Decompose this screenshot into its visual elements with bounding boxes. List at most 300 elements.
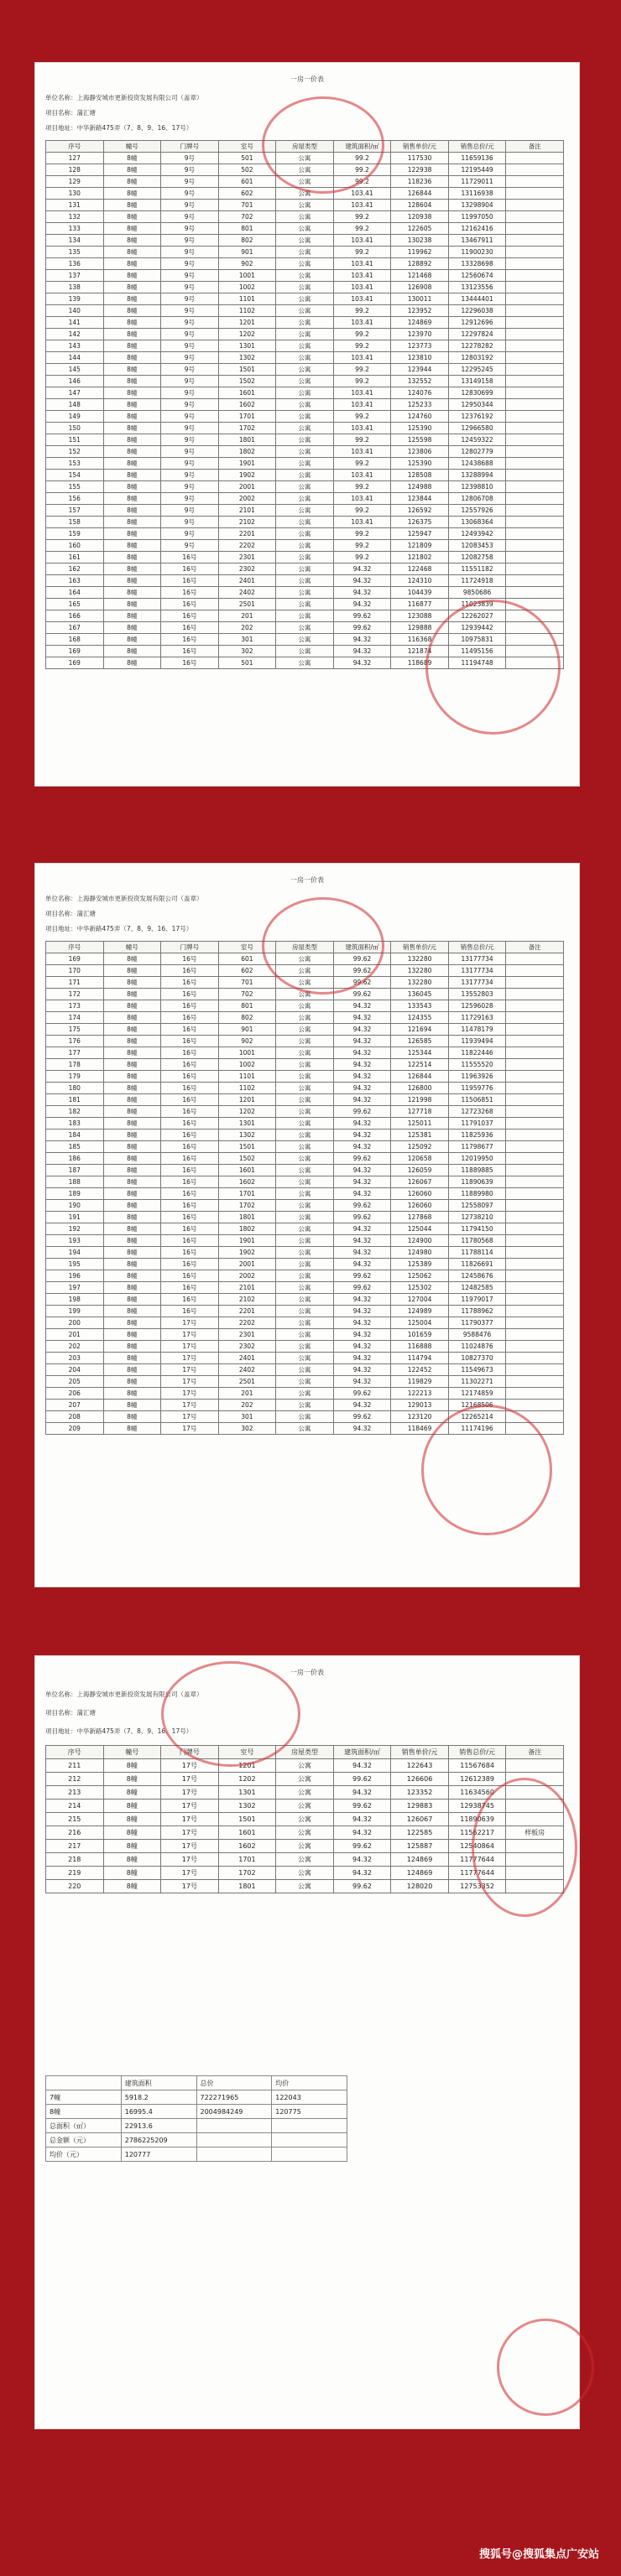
table-cell: 125092 (391, 1141, 449, 1153)
table-cell: 1302 (218, 1800, 276, 1813)
table-row (46, 1270, 564, 1282)
table-cell: 124076 (391, 387, 449, 399)
table-cell: 901 (218, 1024, 276, 1036)
table-cell: 8幢 (103, 1423, 161, 1435)
table-cell: 公寓 (276, 1106, 334, 1118)
table-cell: 8幢 (103, 634, 161, 646)
table-cell: 16号 (161, 587, 219, 599)
table-cell: 132 (46, 211, 104, 223)
table-cell: 137 (46, 270, 104, 282)
table-cell: 1001 (218, 1047, 276, 1059)
table-cell: 219 (46, 1867, 104, 1880)
table-cell: 17号 (161, 1376, 219, 1388)
table-cell: 公寓 (276, 1282, 334, 1294)
table-row (46, 399, 564, 411)
table-cell: 9号 (161, 293, 219, 305)
table-cell: 99.2 (333, 552, 391, 564)
table-cell: 12753352 (448, 1880, 506, 1893)
column-header: 室号 (218, 942, 276, 953)
table-cell: 公寓 (276, 634, 334, 646)
table-cell: 16号 (161, 1153, 219, 1165)
table-cell: 16号 (161, 1012, 219, 1024)
table-cell: 145 (46, 364, 104, 376)
table-cell: 11562217 (448, 1826, 506, 1840)
table-cell: 164 (46, 587, 104, 599)
table-cell: 公寓 (276, 1853, 334, 1867)
summary-cell: 16995.4 (121, 2105, 196, 2119)
table-cell: 12912696 (448, 317, 506, 329)
table-cell: 193 (46, 1235, 104, 1247)
table-cell: 12438688 (448, 458, 506, 470)
table-cell: 201 (218, 610, 276, 622)
table-cell: 公寓 (276, 1800, 334, 1813)
table-cell: 1502 (218, 1153, 276, 1165)
column-header: 建筑面积/㎡ (333, 942, 391, 953)
table-cell: 12174859 (448, 1388, 506, 1400)
summary-cell: 22913.6 (121, 2119, 196, 2133)
table-cell (506, 1247, 564, 1259)
table-cell: 2202 (218, 1317, 276, 1329)
table-cell: 11729011 (448, 176, 506, 188)
table-cell: 12806708 (448, 493, 506, 505)
table-cell: 16号 (161, 610, 219, 622)
table-cell: 12278282 (448, 340, 506, 352)
table-cell: 130 (46, 188, 104, 200)
table-cell (506, 1341, 564, 1353)
table-cell: 公寓 (276, 247, 334, 258)
table-cell: 11979017 (448, 1294, 506, 1306)
watermark: 搜狐号@搜狐集点广安站 (478, 2548, 599, 2561)
table-cell: 13328698 (448, 258, 506, 270)
table-cell (506, 1036, 564, 1047)
table-cell: 12540864 (448, 1840, 506, 1853)
table-cell (506, 977, 564, 989)
column-header: 销售单价/元 (391, 942, 449, 953)
table-cell: 175 (46, 1024, 104, 1036)
table-cell: 99.2 (333, 305, 391, 317)
table-cell: 9号 (161, 340, 219, 352)
table-row (46, 552, 564, 564)
table-cell: 99.62 (333, 1106, 391, 1118)
table-cell: 218 (46, 1853, 104, 1867)
table-cell: 样板房 (506, 1826, 564, 1840)
price-table (45, 941, 564, 1435)
table-cell: 8幢 (103, 564, 161, 575)
column-header: 销售单价/元 (391, 1746, 449, 1759)
table-cell: 94.32 (333, 1853, 391, 1867)
table-cell: 8幢 (103, 622, 161, 634)
summary-cell: 建筑面积 (121, 2076, 196, 2090)
table-cell: 9号 (161, 481, 219, 493)
table-cell: 8幢 (103, 481, 161, 493)
table-cell: 1201 (218, 1094, 276, 1106)
table-cell: 146 (46, 376, 104, 387)
table-cell: 16号 (161, 1024, 219, 1036)
table-cell: 136 (46, 258, 104, 270)
table-cell: 公寓 (276, 1024, 334, 1036)
table-cell: 155 (46, 481, 104, 493)
table-cell: 202 (218, 1400, 276, 1411)
table-cell (506, 517, 564, 528)
table-cell: 99.2 (333, 434, 391, 446)
table-cell: 公寓 (276, 258, 334, 270)
table-cell: 8幢 (103, 376, 161, 387)
table-cell: 8幢 (103, 1400, 161, 1411)
table-cell: 9号 (161, 305, 219, 317)
table-cell: 公寓 (276, 989, 334, 1000)
table-cell: 94.32 (333, 1094, 391, 1106)
table-cell: 9号 (161, 211, 219, 223)
table-row (46, 1036, 564, 1047)
table-cell: 11551182 (448, 564, 506, 575)
table-cell: 8幢 (103, 610, 161, 622)
table-cell (506, 493, 564, 505)
table-cell: 12296038 (448, 305, 506, 317)
table-cell: 153 (46, 458, 104, 470)
table-cell: 12265214 (448, 1411, 506, 1423)
table-cell: 94.32 (333, 1036, 391, 1047)
table-cell: 8幢 (103, 153, 161, 164)
table-cell: 公寓 (276, 293, 334, 305)
table-cell: 公寓 (276, 1867, 334, 1880)
table-cell: 9号 (161, 411, 219, 423)
table-cell: 公寓 (276, 164, 334, 176)
address-line: 项目地址：中华新路475弄（7、8、9、16、17号） (45, 925, 193, 932)
table-cell: 2302 (218, 1341, 276, 1353)
summary-cell (46, 2076, 122, 2090)
table-cell: 103.41 (333, 200, 391, 211)
table-cell: 12738210 (448, 1212, 506, 1223)
table-cell: 126908 (391, 282, 449, 293)
table-cell: 1202 (218, 1106, 276, 1118)
table-cell: 公寓 (276, 376, 334, 387)
table-cell: 9号 (161, 258, 219, 270)
table-cell: 10827370 (448, 1353, 506, 1364)
table-cell: 公寓 (276, 423, 334, 434)
table-cell: 9号 (161, 282, 219, 293)
table-cell: 207 (46, 1400, 104, 1411)
table-row (46, 1106, 564, 1118)
table-cell: 8幢 (103, 587, 161, 599)
table-cell (506, 552, 564, 564)
table-cell: 16号 (161, 634, 219, 646)
table-cell: 公寓 (276, 481, 334, 493)
table-cell: 125389 (391, 1259, 449, 1270)
table-cell: 123944 (391, 364, 449, 376)
table-cell: 16号 (161, 1000, 219, 1012)
table-cell: 114794 (391, 1353, 449, 1364)
table-cell: 94.32 (333, 1012, 391, 1024)
table-cell: 17号 (161, 1759, 219, 1773)
table-row (46, 200, 564, 211)
table-cell: 公寓 (276, 305, 334, 317)
table-cell: 8幢 (103, 470, 161, 481)
table-row (46, 1282, 564, 1294)
table-cell (506, 387, 564, 399)
table-cell: 124869 (391, 1853, 449, 1867)
official-seal (497, 2319, 594, 2416)
table-cell: 1002 (218, 1059, 276, 1071)
table-cell: 8幢 (103, 1826, 161, 1840)
official-seal (421, 1405, 552, 1535)
table-row (46, 293, 564, 305)
column-header: 幢号 (103, 942, 161, 953)
table-cell: 11790377 (448, 1317, 506, 1329)
table-cell (506, 1235, 564, 1247)
table-cell: 12493942 (448, 528, 506, 540)
table-row (46, 1259, 564, 1270)
table-cell: 8幢 (103, 399, 161, 411)
table-row (46, 1317, 564, 1329)
table-cell: 183 (46, 1118, 104, 1130)
table-cell: 125390 (391, 423, 449, 434)
table-cell: 公寓 (276, 1353, 334, 1364)
table-cell (506, 1364, 564, 1376)
table-cell: 171 (46, 977, 104, 989)
table-cell: 165 (46, 599, 104, 610)
table-cell: 13116938 (448, 188, 506, 200)
table-cell: 136045 (391, 989, 449, 1000)
table-cell: 99.2 (333, 164, 391, 176)
table-cell: 公寓 (276, 528, 334, 540)
table-cell: 公寓 (276, 1118, 334, 1130)
table-cell: 118689 (391, 657, 449, 669)
table-cell: 103.41 (333, 387, 391, 399)
table-cell (506, 258, 564, 270)
table-cell (506, 1376, 564, 1388)
table-cell: 公寓 (276, 1247, 334, 1259)
table-cell (506, 446, 564, 458)
table-cell: 9号 (161, 399, 219, 411)
table-cell: 公寓 (276, 1759, 334, 1773)
table-cell: 8幢 (103, 1188, 161, 1200)
table-cell: 8幢 (103, 599, 161, 610)
table-cell: 126060 (391, 1188, 449, 1200)
table-cell: 125947 (391, 528, 449, 540)
table-cell: 126059 (391, 1165, 449, 1176)
table-cell: 131 (46, 200, 104, 211)
table-cell: 11567684 (448, 1759, 506, 1773)
table-cell: 11959776 (448, 1083, 506, 1094)
table-cell: 9号 (161, 458, 219, 470)
table-cell: 168 (46, 634, 104, 646)
table-cell: 11729163 (448, 1012, 506, 1024)
table-cell: 94.32 (333, 587, 391, 599)
table-row (46, 1047, 564, 1059)
table-cell: 103.41 (333, 517, 391, 528)
table-cell: 94.32 (333, 1826, 391, 1840)
table-cell: 12830699 (448, 387, 506, 399)
table-cell: 公寓 (276, 1141, 334, 1153)
table-cell: 99.2 (333, 211, 391, 223)
table-cell: 8幢 (103, 1411, 161, 1423)
table-cell: 94.32 (333, 1317, 391, 1329)
table-cell (506, 423, 564, 434)
table-cell: 公寓 (276, 1329, 334, 1341)
table-cell: 公寓 (276, 575, 334, 587)
table-cell: 11777644 (448, 1867, 506, 1880)
table-cell: 99.2 (333, 340, 391, 352)
project-line: 项目名称：蒲汇塘 (45, 910, 96, 917)
table-cell: 122585 (391, 1826, 449, 1840)
table-cell: 94.32 (333, 634, 391, 646)
table-cell: 157 (46, 505, 104, 517)
table-cell: 124989 (391, 1306, 449, 1317)
table-cell (506, 176, 564, 188)
table-cell: 1601 (218, 1826, 276, 1840)
table-cell (506, 575, 564, 587)
table-row (46, 1353, 564, 1364)
table-cell: 1002 (218, 282, 276, 293)
column-header: 建筑面积/㎡ (333, 141, 391, 153)
table-cell: 1801 (218, 1212, 276, 1223)
table-cell: 8幢 (103, 1153, 161, 1165)
official-seal (425, 600, 561, 735)
table-cell: 13177734 (448, 977, 506, 989)
table-cell: 16号 (161, 1118, 219, 1130)
table-row (46, 1212, 564, 1223)
table-cell (506, 458, 564, 470)
table-cell: 9号 (161, 387, 219, 399)
table-cell: 118469 (391, 1423, 449, 1435)
table-cell: 94.32 (333, 1353, 391, 1364)
table-cell: 1802 (218, 1223, 276, 1235)
table-cell: 8幢 (103, 446, 161, 458)
table-cell (506, 1400, 564, 1411)
table-cell: 94.32 (333, 1364, 391, 1376)
table-cell (506, 1141, 564, 1153)
table-cell: 103.41 (333, 317, 391, 329)
table-cell: 8幢 (103, 646, 161, 657)
table-cell: 1602 (218, 399, 276, 411)
table-cell: 8幢 (103, 211, 161, 223)
table-row (46, 446, 564, 458)
table-cell: 186 (46, 1153, 104, 1165)
table-cell: 94.32 (333, 1329, 391, 1341)
table-cell: 122643 (391, 1759, 449, 1773)
table-cell: 127 (46, 153, 104, 164)
table-cell: 501 (218, 153, 276, 164)
column-header: 建筑面积/㎡ (333, 1746, 391, 1759)
table-cell: 公寓 (276, 1317, 334, 1329)
table-cell: 16号 (161, 1282, 219, 1294)
table-cell (506, 399, 564, 411)
table-cell: 1001 (218, 270, 276, 282)
table-cell: 124980 (391, 1247, 449, 1259)
table-cell (506, 1024, 564, 1036)
table-cell: 124355 (391, 1012, 449, 1024)
table-cell: 公寓 (276, 540, 334, 552)
table-cell: 129 (46, 176, 104, 188)
table-cell: 8幢 (103, 1800, 161, 1813)
table-cell: 公寓 (276, 1036, 334, 1047)
table-cell: 120938 (391, 211, 449, 223)
table-cell (506, 1106, 564, 1118)
table-cell: 122514 (391, 1059, 449, 1071)
table-cell: 202 (218, 622, 276, 634)
table-row (46, 1071, 564, 1083)
table-cell: 190 (46, 1200, 104, 1212)
table-row (46, 387, 564, 399)
table-cell: 101659 (391, 1329, 449, 1341)
table-cell: 16号 (161, 965, 219, 977)
table-cell: 148 (46, 399, 104, 411)
table-cell: 99.62 (333, 1282, 391, 1294)
table-cell: 12939442 (448, 622, 506, 634)
table-cell: 181 (46, 1094, 104, 1106)
table-cell: 133 (46, 223, 104, 235)
table-row (46, 1306, 564, 1317)
column-header: 序号 (46, 141, 104, 153)
table-cell: 2102 (218, 1294, 276, 1306)
table-cell: 130238 (391, 235, 449, 247)
table-cell: 103.41 (333, 258, 391, 270)
table-cell: 12398810 (448, 481, 506, 493)
table-cell: 94.32 (333, 1130, 391, 1141)
table-cell: 公寓 (276, 1270, 334, 1282)
table-cell: 135 (46, 247, 104, 258)
table-cell: 8幢 (103, 258, 161, 270)
price-sheet-page-1 (35, 63, 579, 786)
summary-cell: 2004984249 (196, 2105, 272, 2119)
table-cell: 16号 (161, 1141, 219, 1153)
table-cell: 2402 (218, 587, 276, 599)
table-cell: 公寓 (276, 1212, 334, 1223)
table-cell: 128508 (391, 470, 449, 481)
table-cell: 103.41 (333, 352, 391, 364)
table-cell: 公寓 (276, 1773, 334, 1786)
table-cell: 124900 (391, 1235, 449, 1247)
table-cell: 11024876 (448, 1341, 506, 1353)
table-cell: 103.41 (333, 282, 391, 293)
summary-cell: 均价（元） (46, 2148, 122, 2162)
table-cell: 公寓 (276, 282, 334, 293)
table-cell: 1501 (218, 1813, 276, 1826)
table-row (46, 1083, 564, 1094)
table-cell: 9号 (161, 200, 219, 211)
table-cell: 公寓 (276, 1083, 334, 1094)
table-cell: 99.62 (333, 977, 391, 989)
table-cell: 1301 (218, 1118, 276, 1130)
table-row (46, 1012, 564, 1024)
table-cell: 公寓 (276, 434, 334, 446)
table-cell: 11780568 (448, 1235, 506, 1247)
table-cell: 127004 (391, 1294, 449, 1306)
table-cell: 126067 (391, 1176, 449, 1188)
table-cell: 16号 (161, 977, 219, 989)
table-cell: 1202 (218, 329, 276, 340)
official-seal (262, 897, 384, 995)
table-cell (506, 247, 564, 258)
table-cell: 11890639 (448, 1813, 506, 1826)
table-cell: 94.32 (333, 657, 391, 669)
table-cell (506, 411, 564, 423)
table-cell: 11194748 (448, 657, 506, 669)
table-row (46, 423, 564, 434)
table-cell: 1201 (218, 317, 276, 329)
table-cell: 公寓 (276, 352, 334, 364)
table-cell: 209 (46, 1423, 104, 1435)
table-cell: 公寓 (276, 1176, 334, 1188)
table-cell: 11506851 (448, 1094, 506, 1106)
table-row (46, 493, 564, 505)
company-line: 单位名称：上海静安城市更新投资发展有限公司（盖章） (45, 1690, 203, 1698)
table-cell: 12557926 (448, 505, 506, 517)
table-cell: 99.2 (333, 247, 391, 258)
table-cell: 103.41 (333, 423, 391, 434)
table-cell: 194 (46, 1247, 104, 1259)
table-cell: 16号 (161, 1247, 219, 1259)
